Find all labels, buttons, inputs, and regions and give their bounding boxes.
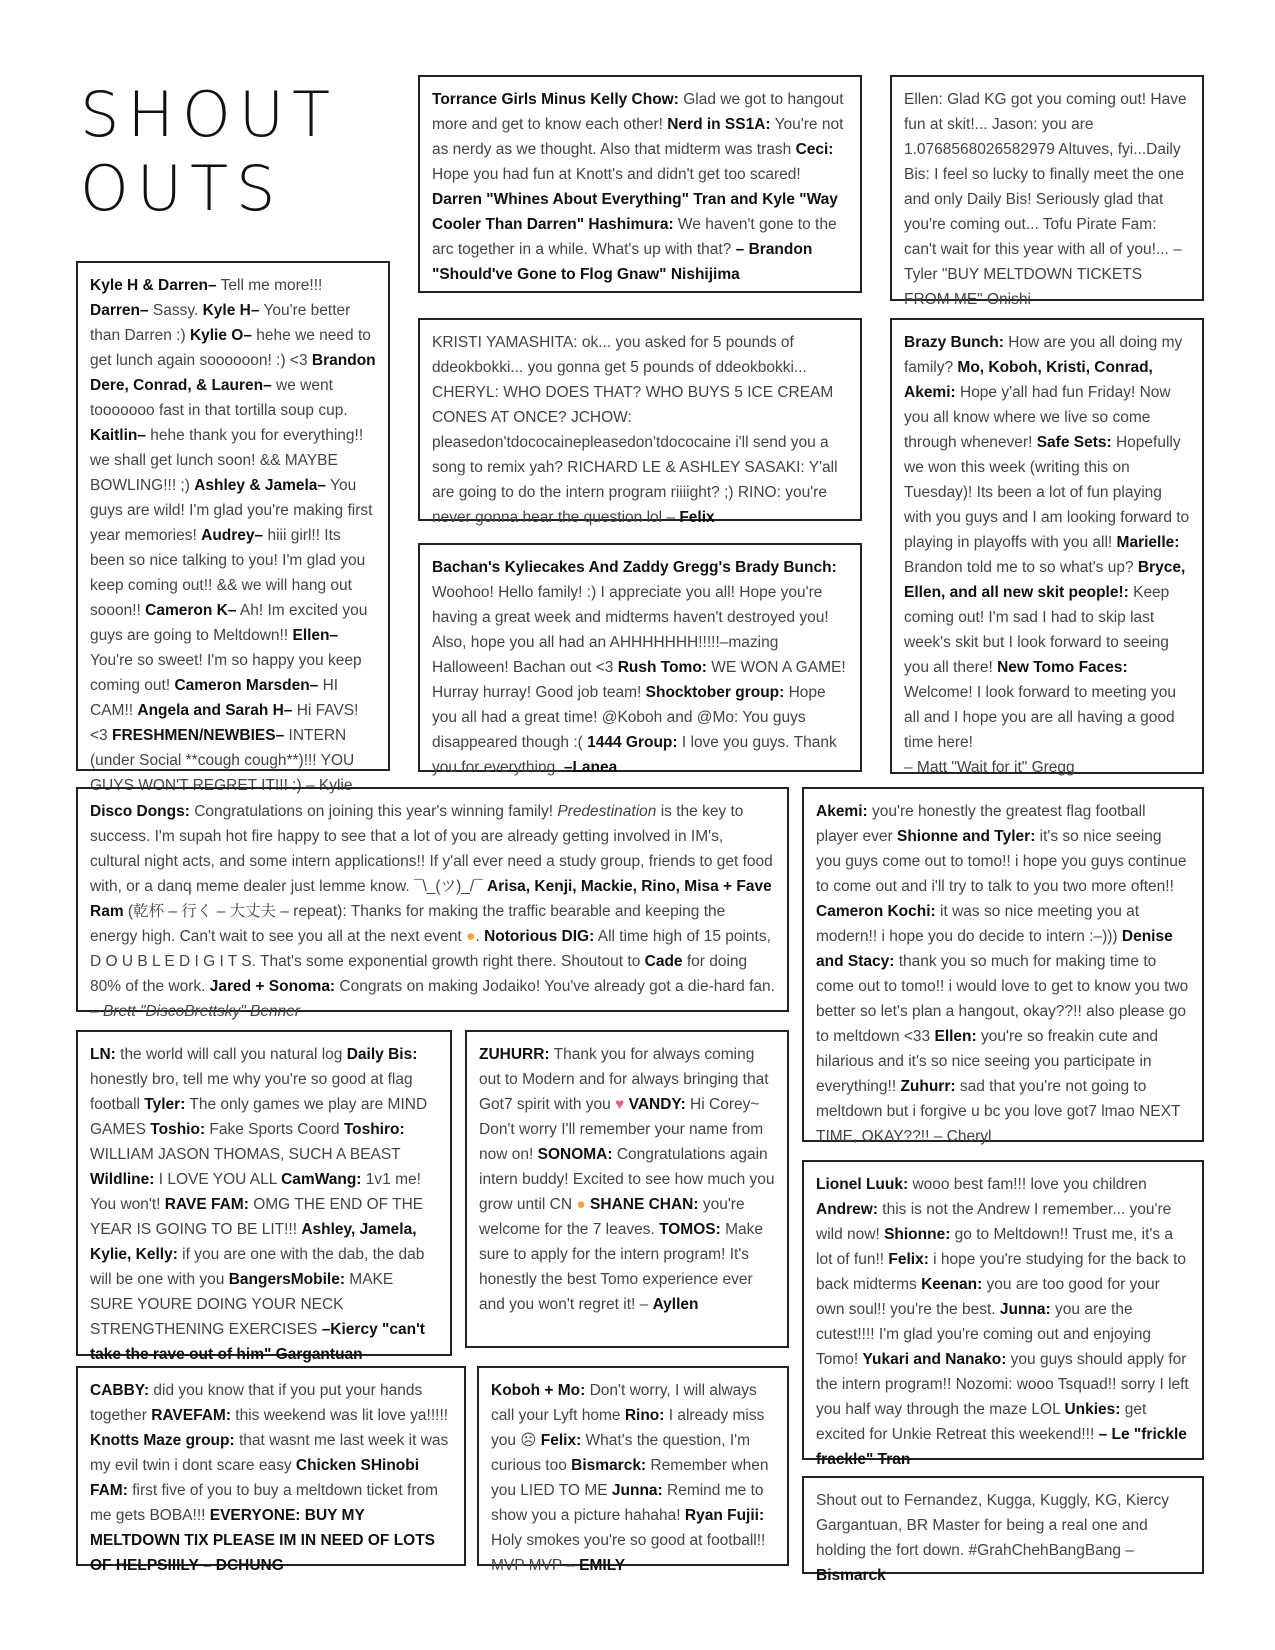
shoutout-box-lanea: Bachan's Kyliecakes And Zaddy Gregg's Brady Bunch: Woohoo! Hello family! :) I appreciate you all! Hope you're having a great week and midterms haven't destroyed you! Also, hope you all had an AHHHHHHH!!!!!–mazing Halloween! Bachan out <3 Rush Tomo: WE WON A GAME! Hurray hurray! Good job team! Shocktober group: Hope you all had a great time! @Koboh and @Mo: You guys disappeared though :( 1444 Group: I love you guys. Thank you for everything. –Lanea [418, 543, 862, 772]
title-line-2: OUTS [80, 152, 284, 225]
page-title [80, 78, 380, 226]
title-line-1: SHOUT [80, 78, 339, 151]
shoutout-box-matt-gregg: Brazy Bunch: How are you all doing my family? Mo, Koboh, Kristi, Conrad, Akemi: Hope y'all had fun Friday! Now you all know where we live so come through whenever! Safe Sets: Hopefully we won this week (writing this on Tuesday)! Its been a lot of fun playing with you guys and I am looking forward to playing in playoffs with you all! Marielle: Brandon told me to so what's up? Bryce, Ellen, and all new skit people!: Keep coming out! I'm sad I had to skip last week's skit but I look forward to seeing you all there! New Tomo Faces: Welcome! I look forward to meeting you all and I hope you are all having a good time here! – Matt "Wait for it" Gregg [890, 318, 1204, 774]
shoutout-box-bismarck: Shout out to Fernandez, Kugga, Kuggly, KG, Kiercy Gargantuan, BR Master for being a real one and holding the fort down. #GrahChehBangBang – Bismarck [802, 1476, 1204, 1574]
shoutout-box-ayllen: ZUHURR: Thank you for always coming out to Modern and for always bringing that Got7 spirit with you ♥ VANDY: Hi Corey~ Don't worry I'll remember your name from now on! SONOMA: Congratulations again intern buddy! Excited to see how much you grow until CN ● SHANE CHAN: you're welcome for the 7 leaves. TOMOS: Make sure to apply for the intern program! It's honestly the best Tomo experience ever and you won't regret it! – Ayllen [465, 1030, 789, 1348]
shoutout-box-felix: KRISTI YAMASHITA: ok... you asked for 5 pounds of ddeokbokki... you gonna get 5 pounds of ddeokbokki... CHERYL: WHO DOES THAT? WHO BUYS 5 ICE CREAM CONES AT ONCE? JCHOW: pleasedon'tdococainepleasedon'tdococaine i'll send you a song to remix yah? RICHARD LE & ASHLEY SASAKI: Y'all are going to do the intern program riiiight? ;) RINO: you're never gonna hear the question lol – Felix [418, 318, 862, 521]
shoutout-box-cheryl: Akemi: you're honestly the greatest flag football player ever Shionne and Tyler: it's so nice seeing you guys come out to tomo!! i hope you guys continue to come out and i'll try to talk to you two more often!! Cameron Kochi: it was so nice meeting you at modern!! i hope you do decide to intern :–))) Denise and Stacy: thank you so much for making time to come out to tomo!! i would love to get to know you two better so let's plan a hangout, okay??!! also please go to meltdown <33 Ellen: you're so freakin cute and hilarious and it's so nice seeing you participate in everything!! Zuhurr: sad that you're not going to meltdown but i forgive u bc you love got7 lmao NEXT TIME, OKAY??!! – Cheryl [802, 787, 1204, 1142]
shoutout-box-emily: Koboh + Mo: Don't worry, I will always call your Lyft home Rino: I already miss you ☹ Felix: What's the question, I'm curious too Bismarck: Remember when you LIED TO ME Junna: Remind me to show you a picture hahaha! Ryan Fujii: Holy smokes you're so good at football!! MVP MVP – EMILY [477, 1366, 789, 1566]
shoutout-box-kiercy: LN: the world will call you natural log Daily Bis: honestly bro, tell me why you're so good at flag football Tyler: The only games we play are MIND GAMES Toshio: Fake Sports Coord Toshiro: WILLIAM JASON THOMAS, SUCH A BEAST Wildline: I LOVE YOU ALL CamWang: 1v1 me! You won't! RAVE FAM: OMG THE END OF THE YEAR IS GOING TO BE LIT!!! Ashley, Jamela, Kylie, Kelly: if you are one with the dab, the dab will be one with you BangersMobile: MAKE SURE YOURE DOING YOUR NECK STRENGTHENING EXERCISES –Kiercy "can't take the rave out of him" Gargantuan [76, 1030, 452, 1356]
shoutout-box-ellen-tyler: Ellen: Glad KG got you coming out! Have fun at skit!... Jason: you are 1.0768568026582979 Altuves, fyi...Daily Bis: I feel so lucky to finally meet the one and only Daily Bis! Seriously glad that you're coming out... Tofu Pirate Fam: can't wait for this year with all of you!... –Tyler "BUY MELTDOWN TICKETS FROM ME" Onishi [890, 75, 1204, 301]
shoutout-box-kylie: Kyle H & Darren– Tell me more!!! Darren– Sassy. Kyle H– You're better than Darren :) Kylie O– hehe we need to get lunch again soooooon! :) <3 Brandon Dere, Conrad, & Lauren– we went tooooooo fast in that tortilla soup cup. Kaitlin– hehe thank you for everything!! we shall get lunch soon! && MAYBE BOWLING!!! ;) Ashley & Jamela– You guys are wild! I'm glad you're making first year memories! Audrey– hiii girl!! Its been so nice talking to you! I'm glad you keep coming out!! && we will hang out sooon!! Cameron K– Ah! Im excited you guys are going to Meltdown!! Ellen– You're so sweet! I'm so happy you keep coming out! Cameron Marsden– HI CAM!! Angela and Sarah H– Hi FAVS! <3 FRESHMEN/NEWBIES– INTERN (under Social **cough cough**)!!! YOU GUYS WON'T REGRET IT!!! :) – Kylie [76, 261, 390, 771]
shoutout-box-brett-benner: Disco Dongs: Congratulations on joining this year's winning family! Predestination is the key to success. I'm supah hot fire happy to see that a lot of you are already getting involved in IM's, cultural night acts, and some intern applications!! If y'all ever need a study group, friends to get food with, or a danq meme dealer just lemme know. ¯\_(ツ)_/¯ Arisa, Kenji, Mackie, Rino, Misa + Fave Ram (乾杯 – 行く – 大丈夫 – repeat): Thanks for making the traffic bearable and keeping the energy high. Can't wait to see you all at the next event ●. Notorious DIG: All time high of 15 points, D O U B L E D I G I T S. That's some exponential growth right there. Shoutout to Cade for doing 80% of the work. Jared + Sonoma: Congrats on making Jodaiko! You've already got a die-hard fan. – Brett "DiscoBrettsky" Benner [76, 787, 789, 1012]
shoutout-box-le-tran: Lionel Luuk: wooo best fam!!! love you children Andrew: this is not the Andrew I remember... you're wild now! Shionne: go to Meltdown!! Trust me, it's a lot of fun!! Felix: i hope you're studying for the back to back midterms Keenan: you are too good for your own soul!! you're the best. Junna: you are the cutest!!!! I'm glad you're coming out and enjoying Tomo! Yukari and Nanako: you guys should apply for the intern program!! Nozomi: wooo Tsquad!! sorry I left you half way through the maze LOL Unkies: get excited for Unkie Retreat this weekend!!! – Le "frickle frackle" Tran [802, 1160, 1204, 1460]
shoutout-box-torrance-girls: Torrance Girls Minus Kelly Chow: Glad we got to hangout more and get to know each other! Nerd in SS1A: You're not as nerdy as we thought. Also that midterm was trash Ceci: Hope you had fun at Knott's and didn't get too scared! Darren "Whines About Everything" Tran and Kyle "Way Cooler Than Darren" Hashimura: We haven't gone to the arc together in a while. What's up with that? – Brandon "Should've Gone to Flog Gnaw" Nishijima [418, 75, 862, 293]
shoutout-box-dchung: CABBY: did you know that if you put your hands together RAVEFAM: this weekend was lit love ya!!!!! Knotts Maze group: that wasnt me last week it was my evil twin i dont scare easy Chicken SHinobi FAM: first five of you to buy a meltdown ticket from me gets BOBA!!! EVERYONE: BUY MY MELTDOWN TIX PLEASE IM IN NEED OF LOTS OF HELPSIIILY – DCHUNG [76, 1366, 466, 1566]
